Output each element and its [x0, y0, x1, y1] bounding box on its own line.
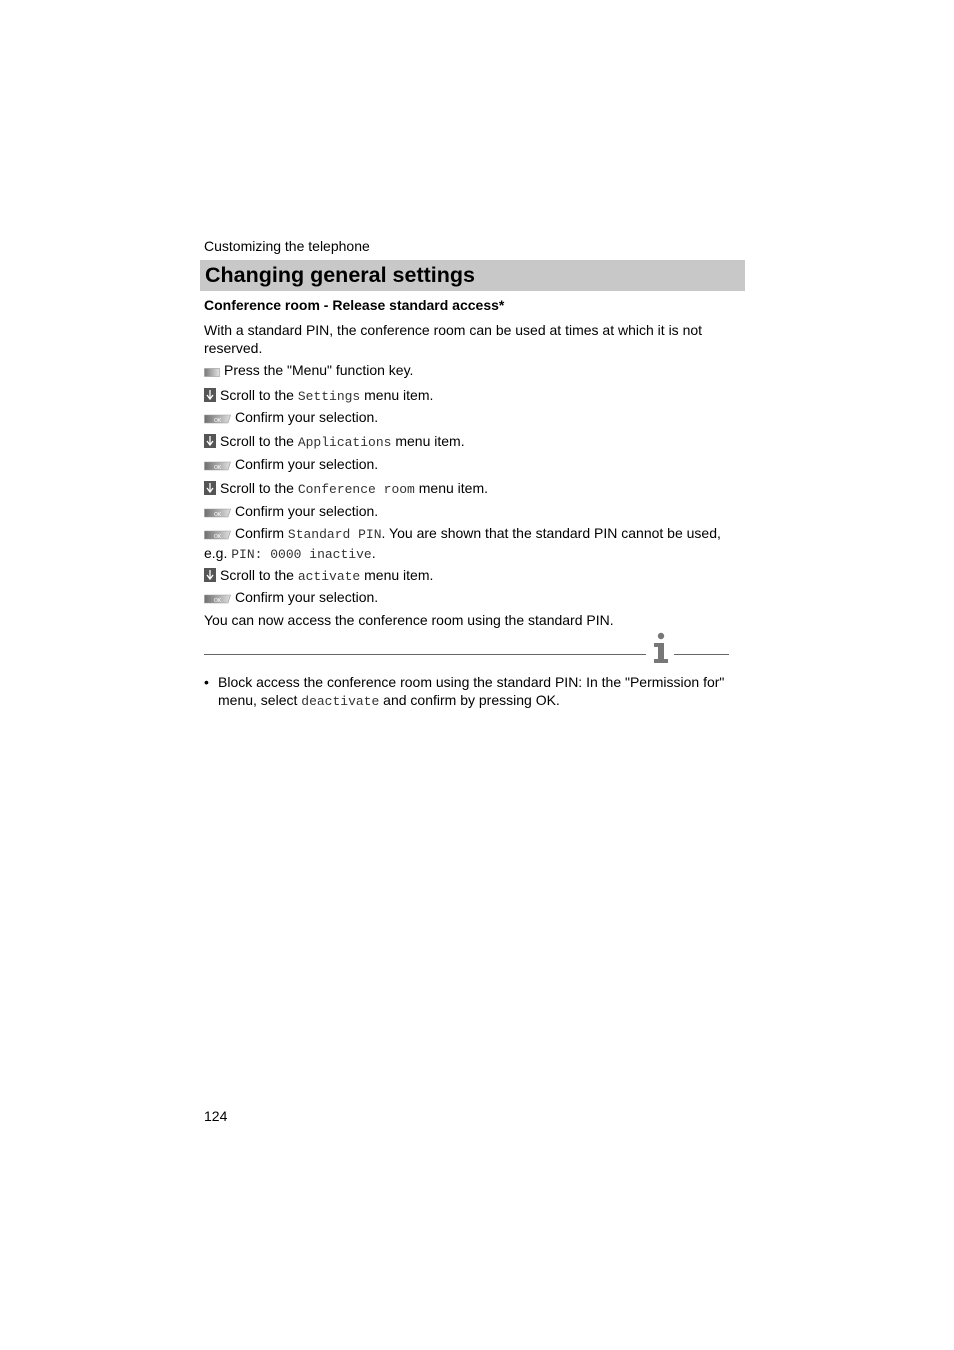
- scroll-down-icon: [204, 568, 216, 582]
- step-text: Scroll to the: [220, 480, 298, 496]
- svg-text:OK: OK: [214, 465, 222, 471]
- step-text-mid: . You are shown that the standard PIN cannot be used, e.g.: [204, 525, 721, 561]
- step-confirm: [204, 502, 744, 520]
- note-text-end: and confirm by pressing OK.: [379, 692, 560, 708]
- svg-text:OK: OK: [214, 418, 222, 424]
- info-icon: [650, 632, 672, 664]
- note-text-start: Block access the conference room using the standard PIN: In the "Permission for" menu, select: [218, 674, 725, 708]
- page-title: Changing general settings: [205, 263, 475, 287]
- menu-item-code: activate: [297, 569, 361, 584]
- subheading: Conference room - Release standard access*: [204, 297, 505, 313]
- ok-key-icon: [204, 414, 231, 424]
- step-confirm: [204, 588, 744, 606]
- ok-key-icon: [204, 594, 231, 604]
- menu-item-code: deactivate: [301, 694, 380, 709]
- intro-paragraph: With a standard PIN, the conference room can be used at times at which it is not reserved.: [204, 322, 703, 356]
- menu-item-code: Settings: [297, 389, 361, 404]
- menu-item-code: Standard PIN: [287, 527, 382, 542]
- note-bullet: [204, 673, 744, 711]
- result-paragraph: You can now access the conference room using the standard PIN.: [204, 612, 614, 628]
- display-text-code: PIN: 0000 inactive: [231, 547, 372, 562]
- scroll-down-icon: [204, 434, 216, 448]
- menu-item-code: Conference room: [297, 482, 415, 497]
- step-menu-key: [204, 361, 744, 379]
- scroll-down-icon: [204, 481, 216, 495]
- step-confirm: [204, 455, 744, 473]
- title-bar: [200, 260, 745, 291]
- step-text-end: .: [371, 545, 376, 561]
- svg-text:OK: OK: [214, 512, 222, 518]
- bullet-marker: •: [204, 674, 209, 690]
- note-divider-right: [674, 654, 729, 655]
- step-text-end: menu item.: [414, 480, 488, 496]
- step-text-end: menu item.: [391, 433, 465, 449]
- step-text: Confirm your selection.: [235, 589, 379, 605]
- step-text: Scroll to the: [220, 433, 298, 449]
- step-text: Confirm your selection.: [235, 409, 379, 425]
- step-text: Confirm: [235, 525, 288, 541]
- menu-key-icon: [204, 367, 220, 377]
- step-text: Scroll to the: [220, 387, 298, 403]
- step-scroll-conference-room: [204, 479, 744, 499]
- svg-text:OK: OK: [214, 534, 222, 540]
- menu-item-code: Applications: [297, 435, 392, 450]
- step-text-end: menu item.: [360, 387, 434, 403]
- note-text: [218, 673, 744, 711]
- step-scroll-applications: [204, 432, 744, 452]
- ok-key-icon: [204, 508, 231, 518]
- page-number: 124: [204, 1108, 228, 1124]
- step-scroll-settings: [204, 386, 744, 406]
- step-text: Confirm your selection.: [235, 456, 379, 472]
- step-text: Confirm your selection.: [235, 503, 379, 519]
- step-text: Press the "Menu" function key.: [224, 362, 414, 378]
- step-confirm: [204, 408, 744, 426]
- ok-key-icon: [204, 530, 231, 540]
- step-text: Scroll to the: [220, 567, 298, 583]
- svg-text:OK: OK: [214, 598, 222, 604]
- section-label: Customizing the telephone: [204, 238, 370, 254]
- step-text-end: menu item.: [360, 567, 434, 583]
- ok-key-icon: [204, 461, 231, 471]
- step-scroll-activate: [204, 566, 744, 586]
- note-divider-left: [204, 654, 646, 655]
- step-confirm-standard-pin: [204, 524, 744, 564]
- scroll-down-icon: [204, 388, 216, 402]
